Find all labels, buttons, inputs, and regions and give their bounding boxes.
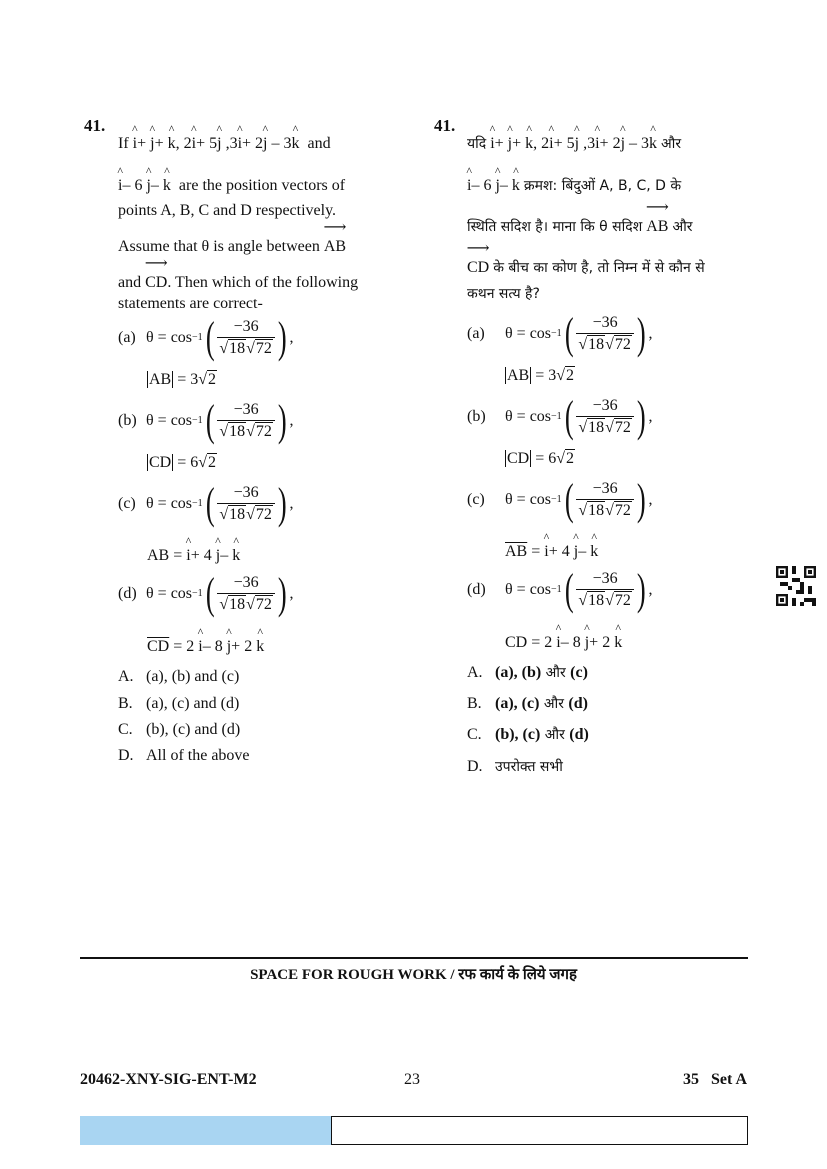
answer-part2: (c): [570, 664, 588, 681]
cd-mag: = 6: [177, 454, 199, 471]
frac-num: −36: [233, 318, 259, 335]
inverse-sup: −1: [192, 588, 203, 599]
hi-answer-d[interactable]: [467, 757, 563, 777]
ab-label: $\overline{AB}$: [505, 543, 528, 560]
sqrt-2: 2: [208, 454, 217, 471]
root-18: 18: [229, 506, 246, 523]
answer-letter: C.: [118, 721, 133, 738]
theta-cos: θ = cos: [505, 581, 552, 598]
ab-label: AB: [147, 547, 170, 564]
frac-num: −36: [592, 480, 618, 497]
answer-part2: (d): [568, 695, 588, 712]
answer-letter: B.: [118, 695, 133, 712]
hi-beech: के बीच का कोण है, तो निम्न में से कौन से: [493, 260, 705, 276]
ab-mag: = 3: [535, 367, 557, 384]
hi-ab-vector-eq: $\overline{AB}$ = ^ i+ 4 ^ j– ^ k: [505, 542, 598, 562]
root-72: 72: [255, 596, 272, 613]
frac-num: −36: [233, 574, 259, 591]
en-ab-vector-eq: AB = ^ i+ 4 ^ j– ^ k: [147, 546, 240, 566]
en-statements-text: statements are correct-: [118, 295, 263, 312]
set-label: 35 Set A: [683, 1071, 747, 1088]
en-option-d: (d) θ = cos −1 ( $\frac{-36}{√18√72}$ ) ,: [118, 569, 294, 618]
inverse-sup: −1: [551, 411, 562, 422]
opt-label-d: (d): [118, 585, 137, 602]
inverse-sup: −1: [192, 415, 203, 426]
opt-label-c: (c): [118, 495, 136, 512]
en-line-assume: [118, 237, 346, 257]
frac-num: −36: [233, 401, 259, 418]
answer-conj: उपरोक्त सभी: [495, 759, 563, 775]
abs-cd: CD: [507, 450, 530, 467]
vec-cd-en: ⟶ CD: [145, 273, 167, 293]
opt-label-c: (c): [467, 491, 485, 508]
opt-label-a: (a): [467, 325, 485, 342]
answer-letter: C.: [467, 726, 482, 743]
theta-cos: θ = cos: [505, 491, 552, 508]
theta-cos: θ = cos: [505, 408, 552, 425]
answer-part1: (b), (c): [495, 726, 541, 743]
qr-code-icon: [776, 566, 816, 606]
en-points-text: points A, B, C and D respectively.: [118, 202, 337, 219]
hi-cd-magnitude: CD = 6√2: [507, 450, 575, 467]
cd-mag: = 6: [535, 450, 557, 467]
theta-cos: θ = cos: [146, 329, 193, 346]
hi-line-2: ^ i– 6 ^ j– ^ k क्रमश: बिंदुओं A, B, C, D के: [467, 176, 681, 196]
en-then-text: . Then which of the following: [167, 274, 359, 291]
en-option-b: (b) θ = cos −1 ( $\frac{-36}{√18√72}$ ) ,: [118, 396, 294, 445]
root-72: 72: [614, 502, 631, 519]
en-answer-c[interactable]: [118, 720, 240, 740]
answer-part1: (a), (c): [495, 695, 540, 712]
en-and: and: [307, 135, 331, 152]
answer-letter: D.: [467, 758, 483, 775]
cd-label: CD: [505, 634, 528, 651]
root-18: 18: [229, 340, 246, 357]
theta-cos: θ = cos: [146, 412, 193, 429]
opt-label-d: (d): [467, 581, 486, 598]
hi-sthiti: स्थिति सदिश है। माना कि θ सदिश: [467, 219, 643, 235]
vec-cd-hi: ⟶ CD: [467, 258, 489, 278]
footer-color-bar: [80, 1116, 331, 1145]
root-18: 18: [588, 502, 605, 519]
frac-num: −36: [592, 314, 618, 331]
frac-num: −36: [592, 570, 618, 587]
answer-text: (a), (b) and (c): [146, 668, 240, 685]
en-cd-vector-eq: $\overline{CD} = 2$ ^ i– 8 ^ j+ 2 ^ k: [147, 637, 264, 657]
question-number-hi: 41.: [434, 116, 456, 135]
root-18: 18: [588, 419, 605, 436]
hi-cd-vector-eq: CD = 2 ^ i– 8 ^ j+ 2 ^ k: [505, 633, 622, 653]
hi-option-b: (b) θ = cos −1 ( $\frac{-36}{√18√72}$ ) ,: [467, 392, 653, 441]
en-answer-d[interactable]: [118, 746, 250, 766]
root-72: 72: [614, 592, 631, 609]
frac-num: −36: [592, 397, 618, 414]
answer-letter: A.: [467, 664, 483, 681]
answer-text: (a), (c) and (d): [146, 695, 240, 712]
theta-cos: θ = cos: [146, 495, 193, 512]
footer-box: [331, 1116, 748, 1145]
root-18: 18: [229, 423, 246, 440]
page-number: 23: [404, 1071, 420, 1088]
en-and2: and: [118, 274, 142, 291]
inverse-sup: −1: [551, 328, 562, 339]
hi-aur2: और: [672, 219, 693, 235]
answer-text: (b), (c) and (d): [146, 721, 241, 738]
rough-work-divider: [80, 957, 748, 959]
paper-code: 20462-XNY-SIG-ENT-M2: [80, 1071, 257, 1088]
hi-option-d: (d) θ = cos −1 ( $\frac{-36}{√18√72}$ ) ,: [467, 565, 653, 614]
abs-cd: CD: [149, 454, 172, 471]
theta-cos: θ = cos: [146, 585, 193, 602]
question-number-en: 41.: [84, 116, 106, 135]
hi-yadi: यदि: [467, 136, 487, 152]
inverse-sup: −1: [192, 498, 203, 509]
answer-letter: B.: [467, 695, 482, 712]
en-line-1: If ^ i+ ^ j+ ^ k, 2^ i+ 5^ j ,3^ i+ 2^ j – 3^ k and: [118, 134, 331, 154]
rough-work-label: SPACE FOR ROUGH WORK / रफ कार्य के लिये जगह: [250, 967, 577, 983]
hi-option-c: (c) θ = cos −1 ( $\frac{-36}{√18√72}$ ) ,: [467, 475, 653, 524]
vec-ab-en: ⟶ AB: [324, 237, 346, 257]
en-option-a: (a) θ = cos −1 ( $\frac{-36}{√18√72}$ ) ,: [118, 313, 294, 362]
en-line-2: ^ i– 6 ^ j– ^ k are the position vectors of: [118, 176, 345, 196]
en-ab-magnitude: AB = 3√2: [149, 371, 217, 388]
root-18: 18: [588, 592, 605, 609]
opt-label-a: (a): [118, 329, 136, 346]
answer-letter: D.: [118, 747, 134, 764]
ab-mag: = 3: [177, 371, 199, 388]
hi-kramash: क्रमश: बिंदुओं A, B, C, D के: [523, 178, 682, 194]
hi-answer-a[interactable]: [467, 663, 588, 683]
en-cd-magnitude: CD = 6√2: [149, 454, 217, 471]
en-line-and-cd: [118, 273, 358, 293]
abs-ab: AB: [149, 371, 172, 388]
root-72: 72: [255, 506, 272, 523]
hi-answer-b[interactable]: [467, 694, 588, 714]
opt-label-b: (b): [118, 412, 137, 429]
hi-ab-magnitude: AB = 3√2: [507, 367, 575, 384]
answer-part2: (d): [569, 726, 589, 743]
en-if: If: [118, 135, 129, 152]
frac-num: −36: [233, 484, 259, 501]
root-18: 18: [588, 336, 605, 353]
hi-line-1: यदि ^ i+ ^ j+ ^ k, 2^ i+ 5^ j ,3^ i+ 2^ j – 3^ k और: [467, 134, 681, 154]
answer-text: All of the above: [146, 747, 250, 764]
theta-cos: θ = cos: [505, 325, 552, 342]
inverse-sup: −1: [551, 584, 562, 595]
root-18: 18: [229, 596, 246, 613]
en-answer-b[interactable]: [118, 694, 239, 714]
inverse-sup: −1: [192, 332, 203, 343]
hi-aur: और: [661, 136, 682, 152]
cd-label: $\overline{CD}$: [147, 638, 170, 655]
hi-line-3: [467, 217, 693, 237]
abs-ab: AB: [507, 367, 530, 384]
sqrt-2: 2: [566, 450, 575, 467]
en-assume-text: Assume that θ is angle between: [118, 238, 320, 255]
en-option-c: (c) θ = cos −1 ( $\frac{-36}{√18√72}$ ) ,: [118, 479, 294, 528]
en-pos-text: are the position vectors of: [178, 177, 346, 194]
hi-answer-c[interactable]: [467, 725, 589, 745]
hi-kathan: कथन सत्य है?: [467, 286, 540, 302]
answer-letter: A.: [118, 668, 134, 685]
answer-conj: और: [539, 696, 569, 712]
opt-label-b: (b): [467, 408, 486, 425]
root-72: 72: [255, 340, 272, 357]
answer-part1: (a), (b): [495, 664, 542, 681]
en-answer-a[interactable]: [118, 667, 239, 687]
answer-conj: और: [541, 665, 571, 681]
hi-line-4: [467, 258, 705, 278]
inverse-sup: −1: [551, 494, 562, 505]
root-72: 72: [614, 336, 631, 353]
hi-option-a: (a) θ = cos −1 ( $\frac{-36}{√18√72}$ ) ,: [467, 309, 653, 358]
vec-ab-hi: ⟶ AB: [646, 217, 668, 237]
sqrt-2: 2: [208, 371, 217, 388]
answer-conj: और: [540, 727, 570, 743]
root-72: 72: [255, 423, 272, 440]
sqrt-2: 2: [566, 367, 575, 384]
root-72: 72: [614, 419, 631, 436]
